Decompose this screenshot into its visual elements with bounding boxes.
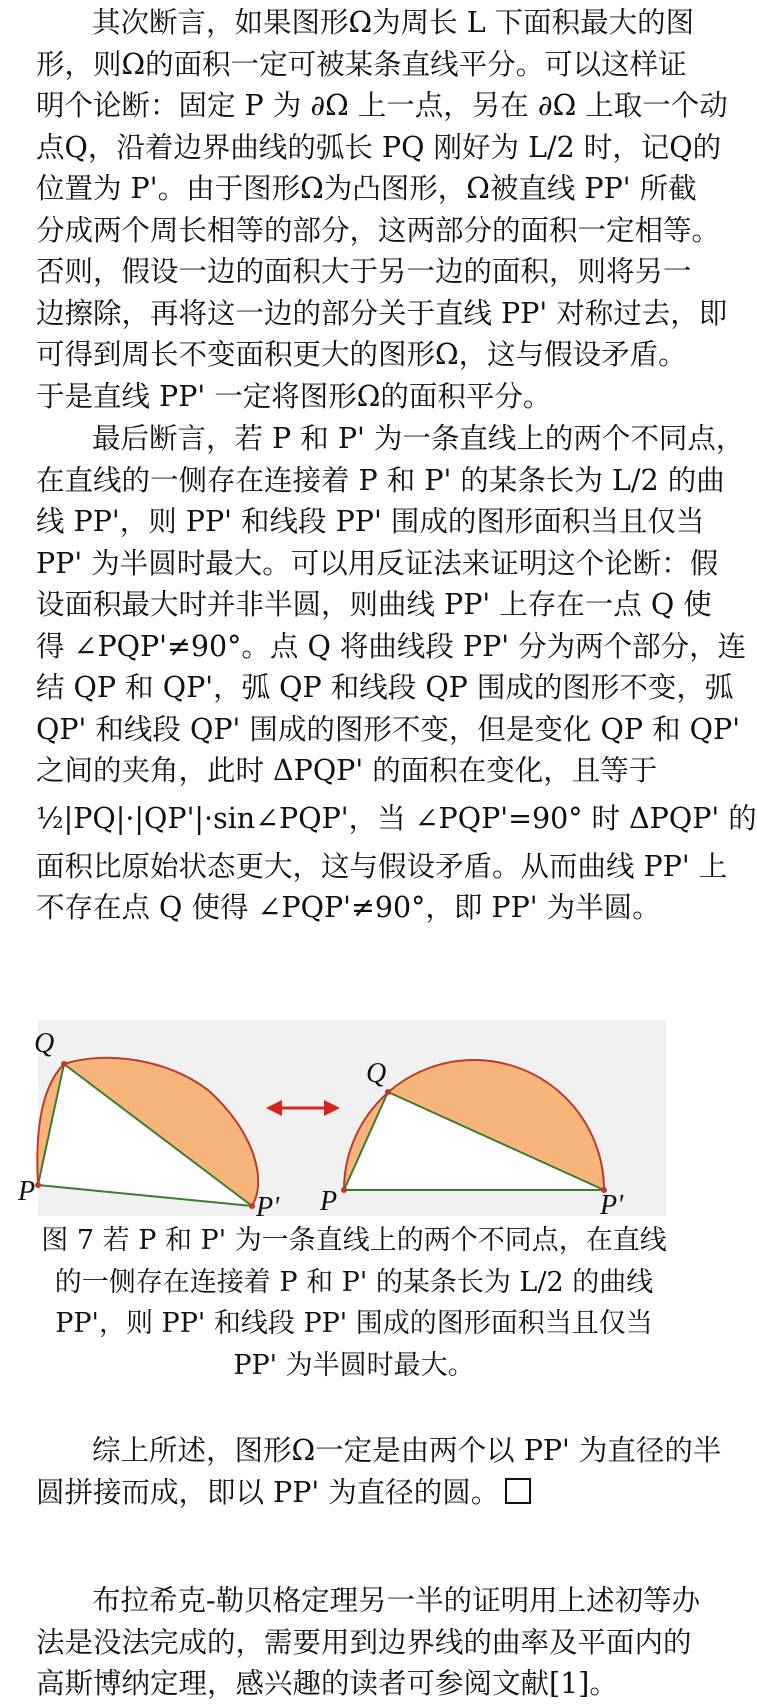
paragraph-conclusion: [36, 1430, 722, 1513]
figure-svg: [18, 1020, 666, 1223]
text-line: 高斯博纳定理，感兴趣的读者可参阅文献[1]。: [36, 1667, 618, 1700]
text-line: 可得到周长不变面积更大的图形Ω，这与假设矛盾。: [36, 338, 687, 371]
figure-semicircle-comparison: [18, 1020, 666, 1223]
label-right-q: Q: [366, 1058, 387, 1089]
left-point-p: [35, 1182, 41, 1188]
text-line: 之间的夹角，此时 ΔPQP' 的面积在变化，且等于: [36, 754, 658, 787]
text-line: 结 QP 和 QP'，弧 QP 和线段 QP 围成的图形不变，弧: [36, 671, 734, 704]
caption-line: 的一侧存在连接着 P 和 P' 的某条长为 L/2 的曲线: [54, 1266, 654, 1298]
caption-line: PP'，则 PP' 和线段 PP' 围成的图形面积当且仅当: [55, 1308, 653, 1339]
text-span: 圆拼接而成，即以 PP' 为直径的圆。: [36, 1475, 500, 1509]
arrow-head-right: [324, 1100, 340, 1116]
label-right-p: P: [320, 1186, 338, 1217]
qed-square-icon: [505, 1478, 531, 1504]
text-line: QP' 和线段 QP' 围成的图形不变，但是变化 QP 和 QP': [36, 712, 741, 746]
text-line: [36, 1472, 676, 1514]
text-line: 其次断言，如果图形Ω为周长 L 下面积最大的图: [92, 6, 695, 39]
text-line: 否则，假设一边的面积大于另一边的面积，则将另一: [36, 255, 692, 288]
text-line: 形，则Ω的面积一定可被某条直线平分。可以这样证: [36, 47, 687, 81]
text-line: 线 PP'，则 PP' 和线段 PP' 围成的图形面积当且仅当: [36, 505, 705, 538]
text-line: 法是没法完成的，需要用到边界线的曲率及平面内的: [36, 1625, 692, 1659]
text-line: 于是直线 PP' 一定将图形Ω的面积平分。: [36, 379, 552, 413]
paragraph-remark: [36, 1580, 701, 1705]
figure-caption: [24, 1220, 684, 1386]
paragraph-semicircle-claim: [36, 418, 757, 929]
text-line: 设面积最大时并非半圆，则曲线 PP' 上存在一点 Q 使: [36, 588, 712, 621]
text-line: 得 ∠PQP'≠90°。点 Q 将曲线段 PP' 分为两个部分，连: [36, 629, 747, 663]
text-line: 分成两个周长相等的部分，这两部分的面积一定相等。: [36, 213, 721, 247]
right-point-p: [341, 1187, 347, 1193]
text-line: 布拉希克-勒贝格定理另一半的证明用上述初等办: [92, 1584, 701, 1617]
text-line: 位置为 P'。由于图形Ω为凸图形，Ω被直线 PP' 所截: [36, 172, 697, 205]
text-line: 点Q，沿着边界曲线的弧长 PQ 刚好为 L/2 时，记Q的: [36, 130, 722, 164]
text-line: 明个论断：固定 P 为 ∂Ω 上一点，另在 ∂Ω 上取一个动: [36, 89, 728, 122]
text-line: 不存在点 Q 使得 ∠PQP'≠90°，即 PP' 为半圆。: [36, 891, 661, 924]
paragraph-bisection-claim: [36, 2, 728, 417]
text-line: 最后断言，若 P 和 P' 为一条直线上的两个不同点，: [92, 422, 745, 455]
text-line: 面积比原始状态更大，这与假设矛盾。从而曲线 PP' 上: [36, 849, 728, 883]
label-left-p-prime: P': [256, 1192, 280, 1223]
label-right-p-prime: P': [600, 1190, 624, 1221]
right-point-q: [385, 1089, 391, 1095]
left-point-p-prime: [249, 1203, 255, 1209]
label-left-p: P: [18, 1176, 36, 1207]
text-line: PP' 为半圆时最大。可以用反证法来证明这个论断：假: [36, 546, 719, 580]
text-line: 综上所述，图形Ω一定是由两个以 PP' 为直径的半: [92, 1434, 722, 1467]
text-line: 边擦除，再将这一边的部分关于直线 PP' 对称过去，即: [36, 296, 728, 330]
text-line: 在直线的一侧存在连接着 P 和 P' 的某条长为 L/2 的曲: [36, 463, 725, 497]
arrow-head-left: [266, 1100, 282, 1116]
caption-line: PP' 为半圆时最大。: [233, 1349, 475, 1381]
label-left-q: Q: [34, 1028, 55, 1059]
text-line: ½|PQ|·|QP'|·sin∠PQP'，当 ∠PQP'=90° 时 ΔPQP' 的: [36, 801, 757, 835]
caption-line: 图 7 若 P 和 P' 为一条直线上的两个不同点，在直线: [41, 1225, 667, 1256]
left-point-q: [61, 1061, 67, 1067]
